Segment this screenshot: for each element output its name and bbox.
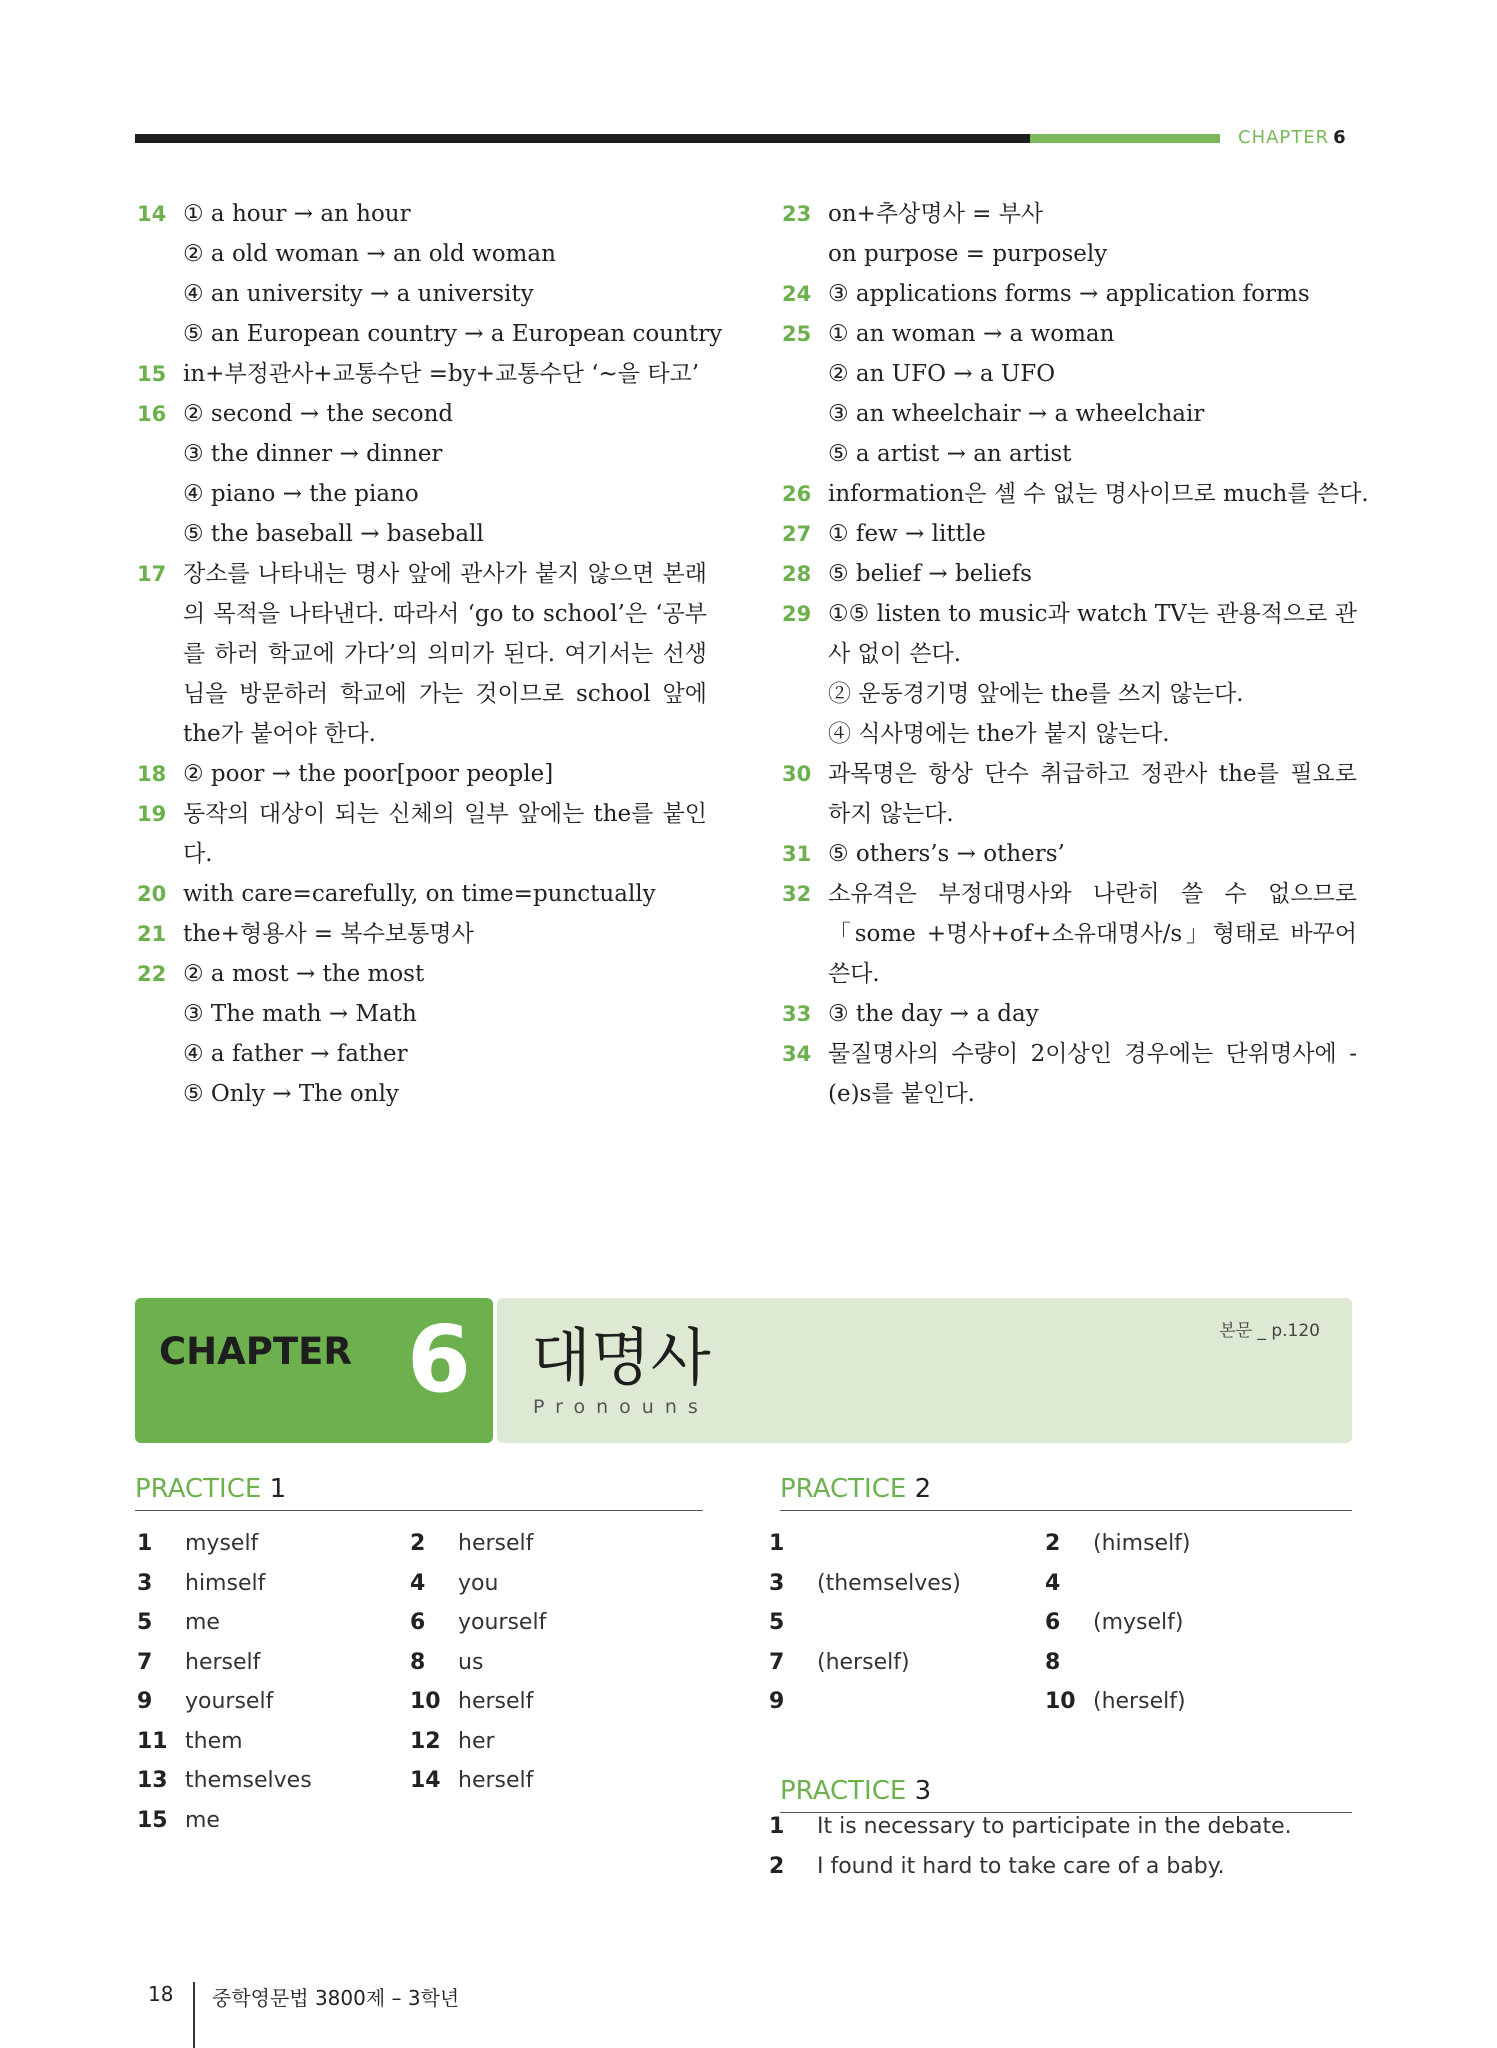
answer-text: you — [458, 1570, 499, 1596]
answer-text: her — [458, 1728, 495, 1754]
answer-row — [1045, 1603, 1285, 1643]
answer-item — [137, 794, 707, 874]
answer-row — [769, 1682, 1009, 1722]
banner-subtitle: Pronouns — [533, 1396, 709, 1418]
answer-text: herself — [458, 1531, 534, 1556]
answer-number: 17 — [137, 562, 167, 586]
answer-line: ⑤ the baseball → baseball — [183, 521, 484, 547]
answer-number: 16 — [137, 402, 167, 426]
answer-item — [782, 594, 1357, 754]
answer-text: 동작의 대상이 되는 신체의 일부 앞에는 the를 붙인다. — [183, 801, 707, 867]
answer-text: 소유격은 부정대명사와 나란히 쓸 수 없으므로「some +명사+of+소유대명사/s」형태로 바꾸어 쓴다. — [828, 881, 1357, 987]
header-rule-green — [1030, 134, 1220, 143]
answer-row — [410, 1524, 650, 1564]
answer-number: 1 — [769, 1531, 785, 1556]
answer-line: ⑤ Only → The only — [183, 1081, 399, 1107]
answer-line: ③ The math → Math — [183, 1001, 417, 1027]
answer-row — [769, 1807, 1349, 1847]
answer-row — [137, 1801, 377, 1841]
answer-line: ① few → little — [828, 521, 986, 547]
banner-chapter-label: CHAPTER — [159, 1330, 352, 1373]
answer-row — [769, 1847, 1349, 1887]
answer-number: 30 — [782, 762, 812, 786]
answer-line: in+부정관사+교통수단 =by+교통수단 ‘~을 타고’ — [183, 361, 700, 387]
header-rule-dark — [135, 134, 1030, 143]
practice3-list — [769, 1807, 1349, 1886]
answer-item — [137, 394, 707, 554]
answer-row — [137, 1643, 377, 1683]
answer-number: 29 — [782, 602, 812, 626]
answer-row — [410, 1761, 650, 1801]
answer-number: 21 — [137, 922, 167, 946]
answer-line: ③ the day → a day — [828, 1001, 1039, 1027]
answer-text: It is necessary to participate in the debate. — [817, 1814, 1292, 1839]
answer-number: 33 — [782, 1002, 812, 1026]
answer-number: 6 — [1045, 1610, 1061, 1635]
answer-text: I found it hard to take care of a baby. — [817, 1853, 1225, 1879]
answer-row — [769, 1564, 1009, 1604]
answer-line: ② a most → the most — [183, 961, 425, 987]
answer-item — [782, 754, 1357, 834]
practice1-col2 — [410, 1524, 650, 1801]
answer-row — [1045, 1564, 1285, 1604]
answer-line: ④ piano → the piano — [183, 481, 419, 507]
footer-divider — [193, 1982, 195, 2048]
answer-item — [782, 994, 1357, 1034]
answer-row — [410, 1682, 650, 1722]
answer-number: 1 — [769, 1814, 785, 1839]
answer-line: information은 셀 수 없는 명사이므로 much를 쓴다. — [828, 481, 1369, 507]
answer-number: 22 — [137, 962, 167, 986]
answer-text: (myself) — [1093, 1610, 1184, 1635]
answer-row — [1045, 1682, 1285, 1722]
answer-number: 34 — [782, 1042, 812, 1066]
answer-item — [782, 514, 1357, 554]
answer-row — [410, 1603, 650, 1643]
answer-line: ⑤ a artist → an artist — [828, 441, 1072, 467]
answer-number: 7 — [769, 1649, 785, 1675]
practice2-title: PRACTICE 2 — [780, 1474, 1352, 1511]
answer-number: 27 — [782, 522, 812, 546]
answer-number: 23 — [782, 202, 812, 226]
header-chapter: CHAPTER 6 — [1238, 127, 1347, 148]
answer-item — [782, 274, 1357, 314]
answer-row — [769, 1603, 1009, 1643]
answer-text: himself — [185, 1570, 266, 1596]
banner-chapter-number: 6 — [407, 1306, 472, 1413]
answer-item — [782, 194, 1357, 274]
answer-row — [769, 1524, 1009, 1564]
answer-text: them — [185, 1728, 243, 1754]
answer-text: myself — [185, 1531, 259, 1556]
answer-item — [782, 834, 1357, 874]
practice3-title: PRACTICE 3 — [780, 1776, 1352, 1813]
page-number: 18 — [148, 1982, 174, 2006]
answer-text: themselves — [185, 1768, 312, 1793]
answer-number: 9 — [769, 1689, 785, 1714]
answer-text: yourself — [458, 1610, 547, 1635]
answer-text: (herself) — [1093, 1689, 1186, 1714]
answer-number: 2 — [1045, 1531, 1061, 1556]
answer-number: 3 — [769, 1570, 785, 1596]
answer-row — [137, 1524, 377, 1564]
answer-text: (themselves) — [817, 1570, 961, 1596]
practice2-col2 — [1045, 1524, 1285, 1722]
answer-number: 4 — [410, 1570, 426, 1596]
answer-text: ①⑤ listen to music과 watch TV는 관용적으로 관사 없이 쓴다. — [828, 601, 1357, 667]
answer-column-right — [782, 194, 1369, 1114]
answer-text: (himself) — [1093, 1531, 1191, 1556]
answer-number: 2 — [769, 1853, 785, 1879]
answer-text: yourself — [185, 1689, 274, 1714]
answer-row — [410, 1722, 650, 1762]
answer-row — [410, 1643, 650, 1683]
answer-number: 5 — [769, 1610, 785, 1635]
answer-line: the+형용사 = 복수보통명사 — [183, 921, 474, 947]
answer-number: 8 — [1045, 1649, 1061, 1675]
answer-row — [137, 1564, 377, 1604]
banner-title: 대명사 — [531, 1321, 711, 1394]
answer-number: 10 — [1045, 1689, 1076, 1714]
answer-number: 20 — [137, 882, 167, 906]
answer-number: 24 — [782, 282, 812, 306]
practice1-col1 — [137, 1524, 377, 1840]
answer-line: ③ the dinner → dinner — [183, 441, 443, 467]
answer-number: 14 — [410, 1768, 441, 1793]
practice1-title: PRACTICE 1 — [135, 1474, 703, 1511]
answer-item — [137, 354, 707, 394]
answer-number: 4 — [1045, 1570, 1061, 1596]
answer-number: 31 — [782, 842, 812, 866]
answer-line: ④ 식사명에는 the가 붙지 않는다. — [828, 721, 1170, 747]
answer-row — [137, 1722, 377, 1762]
chapter-banner-left — [135, 1298, 493, 1443]
answer-line: ④ an university → a university — [183, 281, 534, 307]
answer-number: 10 — [410, 1689, 441, 1714]
answer-text: herself — [185, 1649, 261, 1675]
answer-number: 7 — [137, 1649, 153, 1675]
answer-number: 25 — [782, 322, 812, 346]
answer-line: ⑤ an European country → a European country — [183, 321, 723, 347]
answer-number: 18 — [137, 762, 167, 786]
answer-number: 12 — [410, 1728, 441, 1754]
answer-line: ② poor → the poor[poor people] — [183, 761, 554, 787]
answer-item — [782, 474, 1369, 514]
answer-text: herself — [458, 1689, 534, 1714]
answer-item — [137, 914, 707, 954]
answer-item — [137, 554, 707, 754]
answer-number: 6 — [410, 1610, 426, 1635]
answer-text: 물질명사의 수량이 2이상인 경우에는 단위명사에 -(e)s를 붙인다. — [828, 1041, 1357, 1107]
practice2-col1 — [769, 1524, 1009, 1722]
answer-item — [137, 954, 707, 1114]
answer-line: ① a hour → an hour — [183, 201, 411, 227]
answer-line: ② an UFO → a UFO — [828, 361, 1056, 387]
answer-row — [769, 1643, 1009, 1683]
answer-item — [782, 1034, 1357, 1114]
answer-item — [782, 874, 1357, 994]
answer-row — [137, 1682, 377, 1722]
answer-line: ② 운동경기명 앞에는 the를 쓰지 않는다. — [828, 681, 1244, 707]
answer-number: 11 — [137, 1728, 168, 1754]
answer-number: 32 — [782, 882, 812, 906]
answer-number: 9 — [137, 1689, 153, 1714]
answer-text: (herself) — [817, 1649, 910, 1675]
answer-line: ② a old woman → an old woman — [183, 241, 556, 267]
answer-number: 19 — [137, 802, 167, 826]
answer-column-left — [137, 194, 723, 1114]
answer-number: 14 — [137, 202, 167, 226]
answer-number: 28 — [782, 562, 812, 586]
answer-row — [137, 1603, 377, 1643]
answer-text: herself — [458, 1768, 534, 1793]
answer-row — [1045, 1643, 1285, 1683]
answer-row — [137, 1761, 377, 1801]
answer-text: 과목명은 항상 단수 취급하고 정관사 the를 필요로 하지 않는다. — [828, 761, 1357, 827]
answer-number: 13 — [137, 1768, 168, 1793]
answer-number: 2 — [410, 1531, 426, 1556]
answer-text: me — [185, 1610, 220, 1635]
answer-item — [137, 874, 707, 914]
answer-item — [137, 194, 723, 354]
answer-line: on+추상명사 = 부사 — [828, 201, 1044, 227]
answer-line: ⑤ others’s → others’ — [828, 841, 1065, 867]
answer-number: 8 — [410, 1649, 426, 1675]
answer-number: 3 — [137, 1570, 153, 1596]
answer-line: ⑤ belief → beliefs — [828, 561, 1032, 587]
answer-line: ② second → the second — [183, 401, 454, 427]
answer-text: 장소를 나타내는 명사 앞에 관사가 붙지 않으면 본래의 목적을 나타낸다. 따라서 ‘go to school’은 ‘공부를 하러 학교에 가다’의 의미가 된다. 여기서는 선생님을 방문하러 학교에 가는 것이므로 school 앞에 the가 붙어야 한다. — [183, 561, 707, 747]
answer-item — [137, 754, 707, 794]
answer-number: 15 — [137, 1807, 168, 1833]
answer-line: ③ an wheelchair → a wheelchair — [828, 401, 1205, 427]
answer-line: ③ applications forms → application forms — [828, 281, 1310, 307]
answer-line: on purpose = purposely — [828, 241, 1108, 267]
answer-number: 1 — [137, 1531, 153, 1556]
answer-item — [782, 554, 1357, 594]
answer-row — [410, 1564, 650, 1604]
answer-number: 5 — [137, 1610, 153, 1635]
chapter-banner-right — [497, 1298, 1352, 1443]
answer-line: ④ a father → father — [183, 1041, 408, 1067]
answer-number: 15 — [137, 362, 167, 386]
book-title: 중학영문법 3800제 – 3학년 — [212, 1986, 460, 2010]
answer-line: ① an woman → a woman — [828, 321, 1115, 347]
answer-text: us — [458, 1649, 484, 1675]
answer-number: 26 — [782, 482, 812, 506]
answer-text: me — [185, 1807, 220, 1833]
answer-line: with care=carefully, on time=punctually — [183, 881, 656, 907]
answer-item — [782, 314, 1357, 474]
banner-page-ref: 본문 _ p.120 — [1219, 1321, 1320, 1341]
answer-row — [1045, 1524, 1285, 1564]
